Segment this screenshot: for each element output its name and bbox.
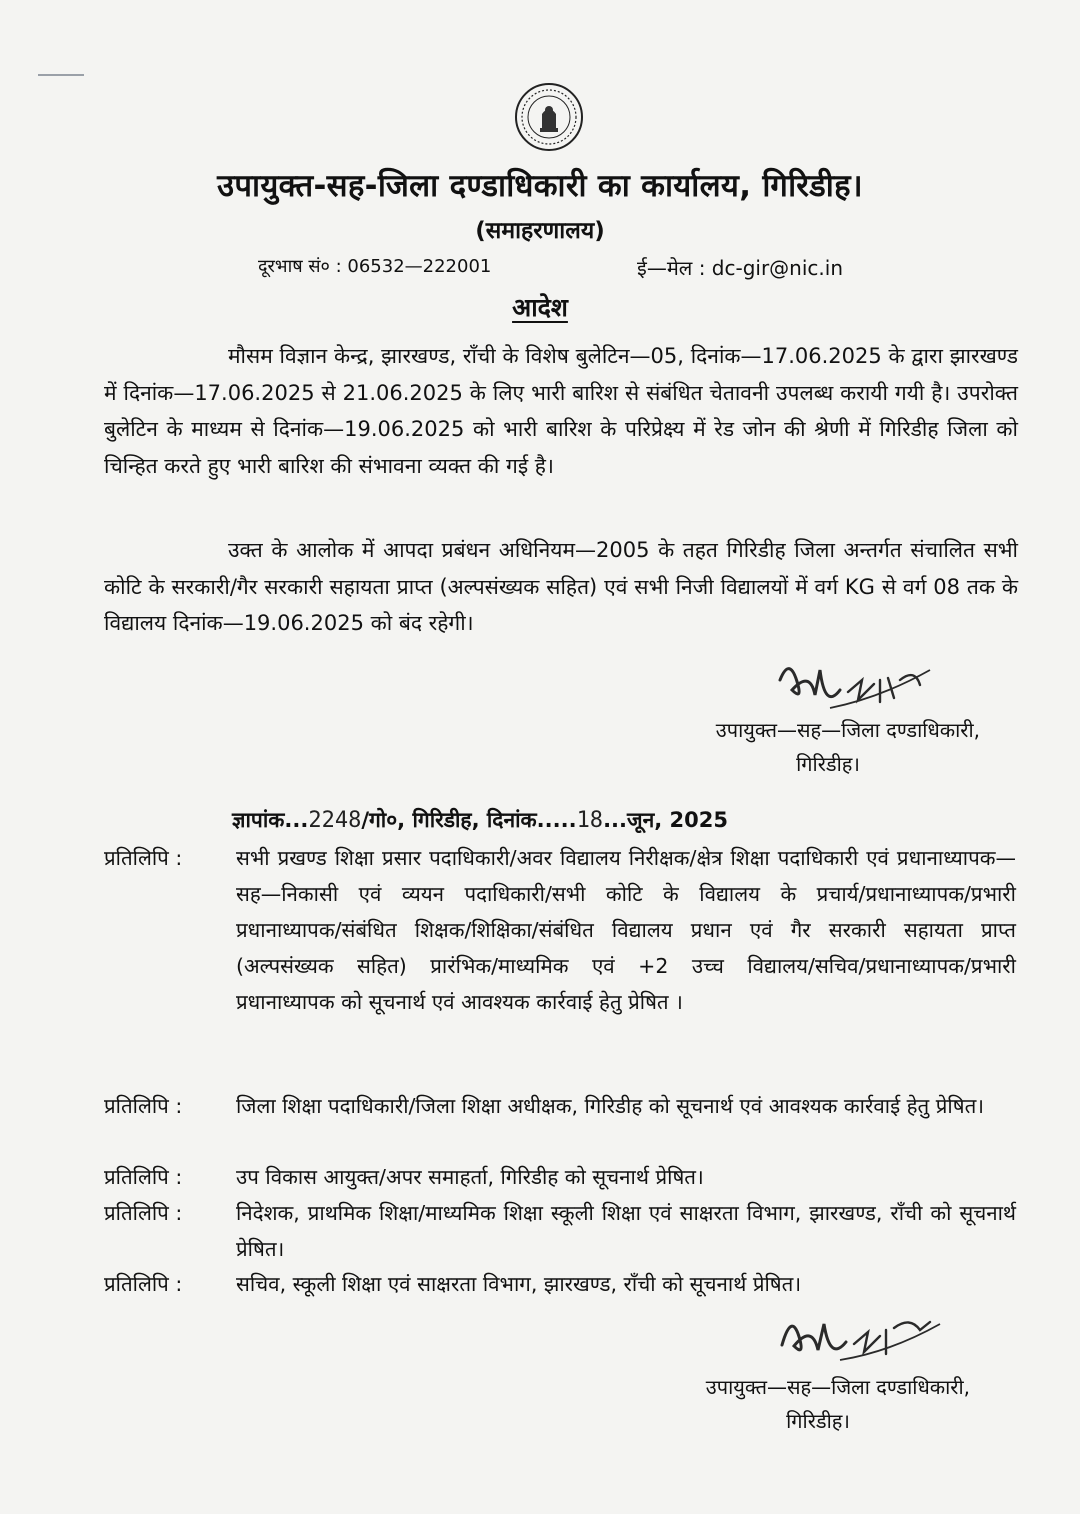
memo-day: 18 — [576, 808, 604, 833]
copy-label: प्रतिलिपि : — [104, 846, 183, 870]
signatory-block-2 — [630, 1370, 970, 1438]
copy-item — [104, 840, 1016, 1020]
phone-number: दूरभाष सं० : 06532—222001 — [258, 256, 492, 277]
copy-text: जिला शिक्षा पदाधिकारी/जिला शिक्षा अधीक्षक, गिरिडीह को सूचनार्थ एवं आवश्यक कार्रवाई हेतु प्रेषित। — [236, 1094, 985, 1118]
office-subtitle: (समाहरणालय) — [475, 218, 605, 244]
copy-label: प्रतिलिपि : — [104, 1201, 183, 1225]
signatory-designation: उपायुक्त—सह—जिला दण्डाधिकारी, — [705, 1375, 970, 1399]
signatory-designation: उपायुक्त—सह—जिला दण्डाधिकारी, — [715, 718, 980, 742]
email-address: ई—मेल : dc-gir@nic.in — [637, 256, 843, 280]
copy-item — [104, 1159, 1016, 1195]
copy-item — [104, 1266, 1016, 1302]
scan-mark — [38, 74, 84, 76]
memo-middle: /गो०, गिरिडीह, दिनांक..... — [361, 808, 577, 832]
order-paragraph-1: मौसम विज्ञान केन्द्र, झारखण्ड, राँची के विशेष बुलेटिन—05, दिनांक—17.06.2025 के द्वारा झारखण्ड में दिनांक—17.06.2025 से 21.06.2025 के लिए भारी बारिश से संबंधित चेतावनी उपलब्ध करायी गयी है। उपरोक्त बुलेटिन के माध्यम से दिनांक—19.06.2025 को भारी बारिश के परिप्रेक्ष्य में रेड जोन की श्रेणी में गिरिडीह जिला को चिन्हित करते हुए भारी बारिश की संभावना व्यक्त की गई है। — [104, 344, 1018, 478]
emblem-seal-icon — [514, 76, 584, 158]
copy-text: सचिव, स्कूली शिक्षा एवं साक्षरता विभाग, झारखण्ड, राँची को सूचनार्थ प्रेषित। — [236, 1272, 802, 1296]
copy-text: निदेशक, प्राथमिक शिक्षा/माध्यमिक शिक्षा स्कूली शिक्षा एवं साक्षरता विभाग, झारखण्ड, राँची को सूचनार्थ प्रेषित। — [236, 1201, 1016, 1261]
memo-suffix: ...जून, 2025 — [603, 808, 728, 832]
copy-item — [104, 1195, 1016, 1267]
copy-text: उप विकास आयुक्त/अपर समाहर्ता, गिरिडीह को सूचनार्थ प्रेषित। — [236, 1165, 704, 1189]
memo-prefix: ज्ञापांक... — [232, 808, 309, 832]
copy-label: प्रतिलिपि : — [104, 1272, 183, 1296]
handwritten-signature-icon — [770, 650, 940, 720]
copy-label: प्रतिलिपि : — [104, 1165, 183, 1189]
signatory-place: गिरिडीह। — [796, 752, 860, 776]
order-title: आदेश — [512, 293, 568, 322]
signatory-block-1 — [640, 713, 980, 781]
handwritten-signature-icon — [770, 1300, 950, 1370]
office-title: उपायुक्त-सह-जिला दण्डाधिकारी का कार्यालय, गिरिडीह। — [217, 168, 863, 204]
copy-label: प्रतिलिपि : — [104, 1094, 183, 1118]
order-paragraph-2: उक्त के आलोक में आपदा प्रबंधन अधिनियम—2005 के तहत गिरिडीह जिला अन्तर्गत संचालित सभी कोटि के सरकारी/गैर सरकारी सहायता प्राप्त (अल्पसंख्यक सहित) एवं सभी निजी विद्यालयों में वर्ग KG से वर्ग 08 तक के विद्यालय दिनांक—19.06.2025 को बंद रहेगी। — [104, 538, 1018, 635]
copy-item — [104, 1088, 1016, 1124]
copy-text: सभी प्रखण्ड शिक्षा प्रसार पदाधिकारी/अवर विद्यालय निरीक्षक/क्षेत्र शिक्षा पदाधिकारी एवं प्रधानाध्यापक—सह—निकासी एवं व्ययन पदाधिकारी/सभी कोटि के विद्यालय के प्रचार्य/प्रधानाध्यापक/प्रभारी प्रधानाध्यापक/संबंधित शिक्षक/शिक्षिका/संबंधित विद्यालय प्रधान एवं गैर सरकारी सहायता प्राप्त (अल्पसंख्यक सहित) प्रारंभिक/माध्यमिक एवं +2 उच्च विद्यालय/सचिव/प्रधानाध्यापक/प्रभारी प्रधानाध्यापक को सूचनार्थ एवं आवश्यक कार्रवाई हेतु प्रेषित । — [236, 846, 1016, 1014]
memo-line — [232, 806, 728, 834]
memo-number: 2248 — [308, 808, 362, 833]
signatory-place: गिरिडीह। — [786, 1409, 850, 1433]
